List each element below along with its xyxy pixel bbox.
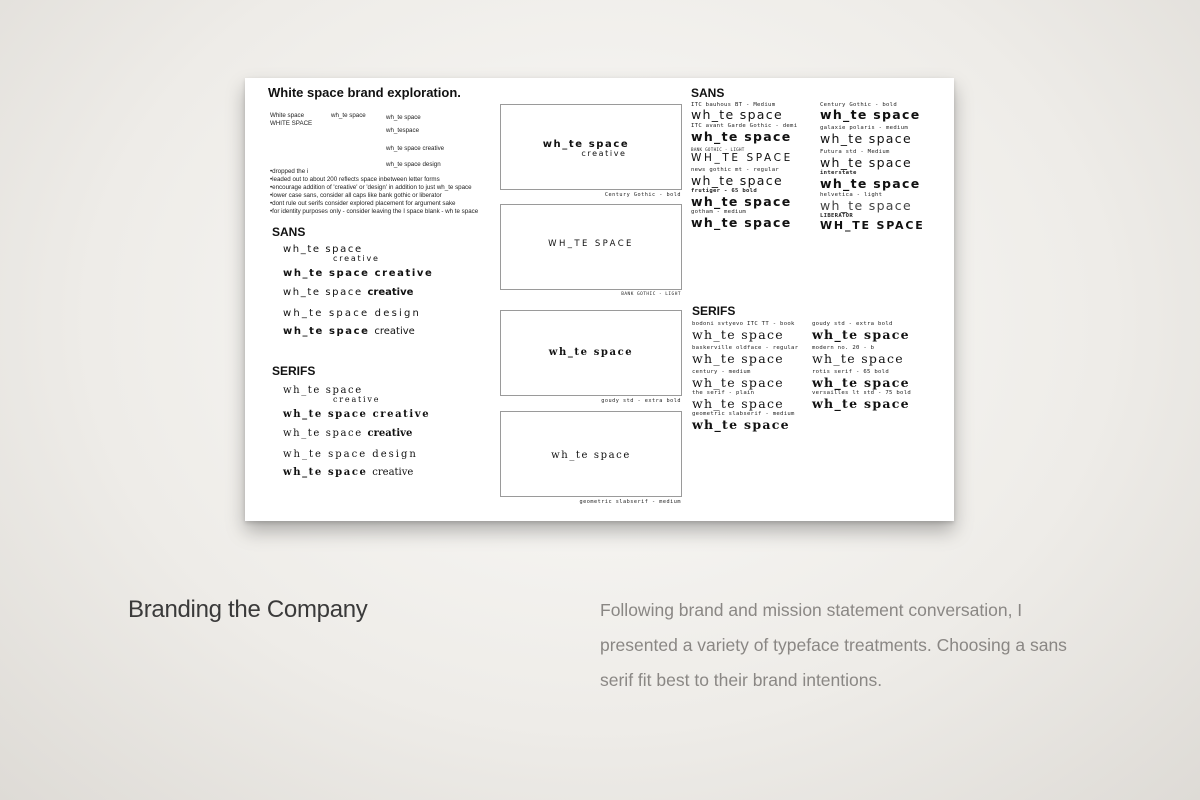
box-main: WH_TE SPACE bbox=[548, 239, 634, 249]
font-label: ITC avant Garde Gothic - demi bbox=[691, 123, 798, 129]
sample-extra: creative bbox=[367, 428, 413, 439]
box-sub: creative bbox=[581, 149, 627, 158]
top-mid-label: wh_te space bbox=[331, 112, 366, 119]
sample-main: wh_te space bbox=[283, 244, 363, 255]
font-label: galaxie polaris - medium bbox=[820, 125, 909, 131]
sample-main: wh_te space bbox=[283, 428, 363, 439]
box-caption: goudy std - extra bold bbox=[601, 398, 681, 404]
font-label: baskerville oldface - regular bbox=[692, 345, 799, 351]
sample-sub: creative bbox=[333, 254, 380, 263]
note-item: •encourage addition of 'creative' or 'design' in addition to just wh_te space bbox=[270, 184, 472, 192]
left-serifs-heading: SERIFS bbox=[272, 364, 316, 378]
font-label: geometric slabserif - medium bbox=[692, 411, 795, 417]
left-serif-sample: wh_te space design bbox=[283, 449, 418, 460]
font-sample: wh_te space bbox=[820, 107, 921, 122]
font-label: ITC bauhous BT - Medium bbox=[691, 102, 776, 108]
note-item: •dropped the i bbox=[270, 168, 309, 175]
font-label: versailles lt std - 75 bold bbox=[812, 390, 912, 396]
note-item: •leaded out to about 200 reflects space inbetween letter forms bbox=[270, 176, 440, 184]
left-sans-sample: wh_te space creative bbox=[283, 268, 434, 279]
font-label: interstate bbox=[820, 170, 857, 176]
sample-extra: creative bbox=[367, 287, 414, 298]
left-sans-sample bbox=[283, 326, 415, 337]
box-caption: geometric slabserif - medium bbox=[579, 499, 681, 505]
brand-exploration-sheet bbox=[245, 78, 954, 521]
left-sans-sample: wh_te space design bbox=[283, 308, 422, 319]
sheet-title: White space brand exploration. bbox=[268, 85, 461, 100]
left-sans-sample bbox=[283, 244, 380, 263]
font-sample: wh_te space bbox=[692, 396, 784, 411]
font-sample: wh_te space bbox=[820, 155, 912, 170]
note-item: •lower case sans, consider all caps like bank gothic or liberator bbox=[270, 192, 442, 200]
left-sans-sample bbox=[283, 287, 413, 298]
box-caption: Century Gothic - bold bbox=[604, 192, 681, 198]
font-label: Futura std - Medium bbox=[820, 149, 890, 155]
option-item: wh_te space design bbox=[386, 161, 441, 168]
font-sample: WH_TE SPACE bbox=[820, 219, 925, 232]
font-label: Century Gothic - bold bbox=[820, 102, 898, 108]
font-sample: wh_te space bbox=[812, 375, 910, 390]
font-label: gotham - medium bbox=[691, 209, 747, 215]
left-serif-sample bbox=[283, 467, 413, 478]
logo-box bbox=[500, 411, 682, 497]
box-main: wh_te space bbox=[548, 347, 634, 358]
logo-box bbox=[500, 310, 682, 396]
right-serifs-col2 bbox=[812, 321, 911, 411]
top-left-label-a: White space bbox=[270, 112, 305, 119]
font-sample: wh_te space bbox=[691, 215, 792, 230]
caption-heading: Branding the Company bbox=[128, 596, 368, 623]
font-sample: wh_te space bbox=[812, 351, 904, 366]
font-sample: wh_te space bbox=[820, 176, 921, 191]
font-label: rotis serif - 65 bold bbox=[812, 369, 890, 375]
option-item: wh_tespace bbox=[386, 127, 420, 134]
font-label: goudy std - extra bold bbox=[812, 321, 893, 327]
sample-main: wh_te space bbox=[283, 467, 368, 478]
caption-body: Following brand and mission statement conversation, I presented a variety of typeface treatments. Choosing a sans serif fit best to their brand intentions. bbox=[600, 600, 1067, 690]
font-sample: WH_TE SPACE bbox=[691, 152, 793, 164]
sample-main: wh_te space bbox=[283, 287, 363, 298]
font-sample: wh_te space bbox=[691, 173, 783, 188]
sample-main: wh_te space bbox=[283, 326, 370, 337]
sample-extra: creative bbox=[372, 467, 414, 478]
font-sample: wh_te space bbox=[692, 327, 784, 342]
sample-sub: creative bbox=[333, 395, 381, 404]
font-label: news gothic mt - regular bbox=[691, 167, 780, 173]
box-main: wh_te space bbox=[542, 139, 630, 150]
font-sample: wh_te space bbox=[691, 107, 783, 122]
font-label: BANK GOTHIC - LIGHT bbox=[691, 147, 745, 152]
note-item: •dont rule out serifs consider explored placement for argument sake bbox=[270, 200, 456, 208]
option-item: wh_te space creative bbox=[386, 145, 445, 152]
left-sans-heading: SANS bbox=[272, 225, 306, 239]
font-label: century - medium bbox=[692, 369, 751, 375]
font-sample: wh_te space bbox=[691, 194, 792, 209]
font-sample: wh_te space bbox=[691, 129, 792, 144]
box-main: wh_te space bbox=[551, 450, 631, 461]
logo-box bbox=[500, 104, 682, 190]
left-serif-sample bbox=[283, 428, 412, 439]
top-left-label-b: WHITE SPACE bbox=[270, 120, 313, 127]
font-label: the serif - plain bbox=[692, 390, 755, 396]
right-sans-col1 bbox=[691, 102, 797, 230]
option-item: wh_te space bbox=[386, 114, 421, 121]
font-sample: wh_te space bbox=[820, 198, 912, 213]
left-serif-sample bbox=[283, 385, 380, 404]
font-label: bodoni svtyevo ITC TT - book bbox=[692, 321, 795, 327]
font-sample: wh_te space bbox=[812, 327, 910, 342]
font-sample: wh_te space bbox=[820, 131, 912, 146]
right-sans-heading: SANS bbox=[691, 86, 725, 100]
sample-extra: creative bbox=[374, 326, 415, 337]
sample-main: wh_te space bbox=[283, 385, 363, 396]
font-sample: wh_te space bbox=[692, 351, 784, 366]
logo-box bbox=[500, 204, 682, 290]
font-sample: wh_te space bbox=[692, 375, 784, 390]
right-sans-col2 bbox=[820, 102, 925, 232]
font-label: LIBERATOR bbox=[820, 213, 854, 219]
left-serif-sample: wh_te space creative bbox=[283, 409, 431, 420]
font-label: helvetica - light bbox=[820, 192, 883, 198]
font-label: modern no. 20 - b bbox=[812, 345, 875, 351]
notes-list bbox=[270, 168, 478, 217]
font-label: frutiger - 65 bold bbox=[691, 188, 758, 194]
font-sample: wh_te space bbox=[812, 396, 910, 411]
box-caption: BANK GOTHIC - LIGHT bbox=[621, 292, 681, 297]
note-item: •for identity purposes only - consider leaving the I space blank - wh te space bbox=[270, 208, 479, 216]
right-serifs-col1 bbox=[692, 321, 798, 432]
font-sample: wh_te space bbox=[692, 417, 790, 432]
right-serifs-heading: SERIFS bbox=[692, 304, 736, 318]
